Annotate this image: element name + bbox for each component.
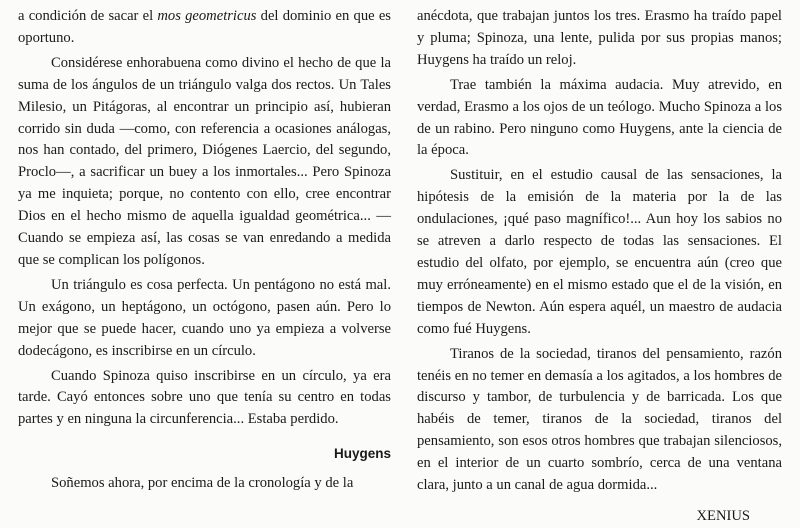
paragraph-1: anécdota, que trabajan juntos los tres. Erasmo ha traído papel y pluma; Spinoza, una lente, pulida por sus propias manos; Huygens ha traído un reloj. bbox=[417, 8, 782, 68]
paragraph-1: a condición de sacar el mos geometricus del dominio en que es oportuno. bbox=[18, 8, 391, 46]
latin-term: mos geometricus bbox=[157, 8, 257, 24]
paragraph-5: Soñemos ahora, por encima de la cronología y de la bbox=[51, 475, 354, 492]
paragraph-2: Considérese enhorabuena como divino el hecho de que la suma de los ángulos de un triángulo valga dos rectos. Un Tales Milesio, un Pitágoras, al encontrar un principio así, hubieran corrido sin duda —como, con referencia a ocasiones análogas, nos han contado, del primero, Diógenes Laercio, del segundo, Proclo—, a sacrificar un buey a los inmortales... Pero Spinoza ya me inquieta; porque, no contento con ello, cree encontrar Dios en el hecho mismo de aquella igualdad geométrica... —Cuando se empieza así, las cosas se van enredando a medida que se complican los polígonos. bbox=[18, 54, 391, 268]
paragraph-3: Sustituir, en el estudio causal de las sensaciones, la hipótesis de la emisión de la materia por la de las ondulaciones, ¡qué paso magnífico!... Aun hoy los sabios no se atreven a darlo respecto de todas las sensaciones. El estudio del olfato, por ejemplo, se encuentra aún (creo que muy erróneamente) en el mismo estado que el de la visión, en tiempos de Newton. Aún espera aquél, un maestro de audacia como fué Huygens. bbox=[417, 167, 782, 337]
signature: XENIUS bbox=[696, 507, 750, 524]
paragraph-3: Un triángulo es cosa perfecta. Un pentágono no está mal. Un exágono, un heptágono, un octógono, pasen aún. Pero lo mejor que se puede hacer, cuando uno ya empieza a volverse dodecágono, es inscribirse en un círculo. bbox=[18, 276, 391, 359]
paragraph-4: Cuando Spinoza quiso inscribirse en un círculo, ya era tarde. Cayó entonces sobre uno que tenía su centro en todas partes y en ninguna la circunferencia... Estaba perdido. bbox=[18, 367, 391, 428]
right-column bbox=[417, 6, 782, 528]
section-heading: Huygens bbox=[333, 446, 391, 462]
paragraph-4: Tiranos de la sociedad, tiranos del pensamiento, razón tenéis en no temer en demasía a los agitados, a los hombres de discurso y tambor, de turbulencia y de barricada. Los que habéis de temer, tiranos de la sociedad, tiranos del pensamiento, son esos otros hombres que trabajan silenciosos, en el interior de un cuarto sombrío, cerca de una ventana clara, junto a un canal de agua dormida... bbox=[417, 345, 782, 494]
paragraph-2: Trae también la máxima audacia. Muy atrevido, en verdad, Erasmo a los ojos de un teólogo. Mucho Spinoza a los de un rabino. Pero ninguno como Huygens, ante la ciencia de la época. bbox=[417, 76, 782, 159]
left-column bbox=[18, 6, 391, 495]
